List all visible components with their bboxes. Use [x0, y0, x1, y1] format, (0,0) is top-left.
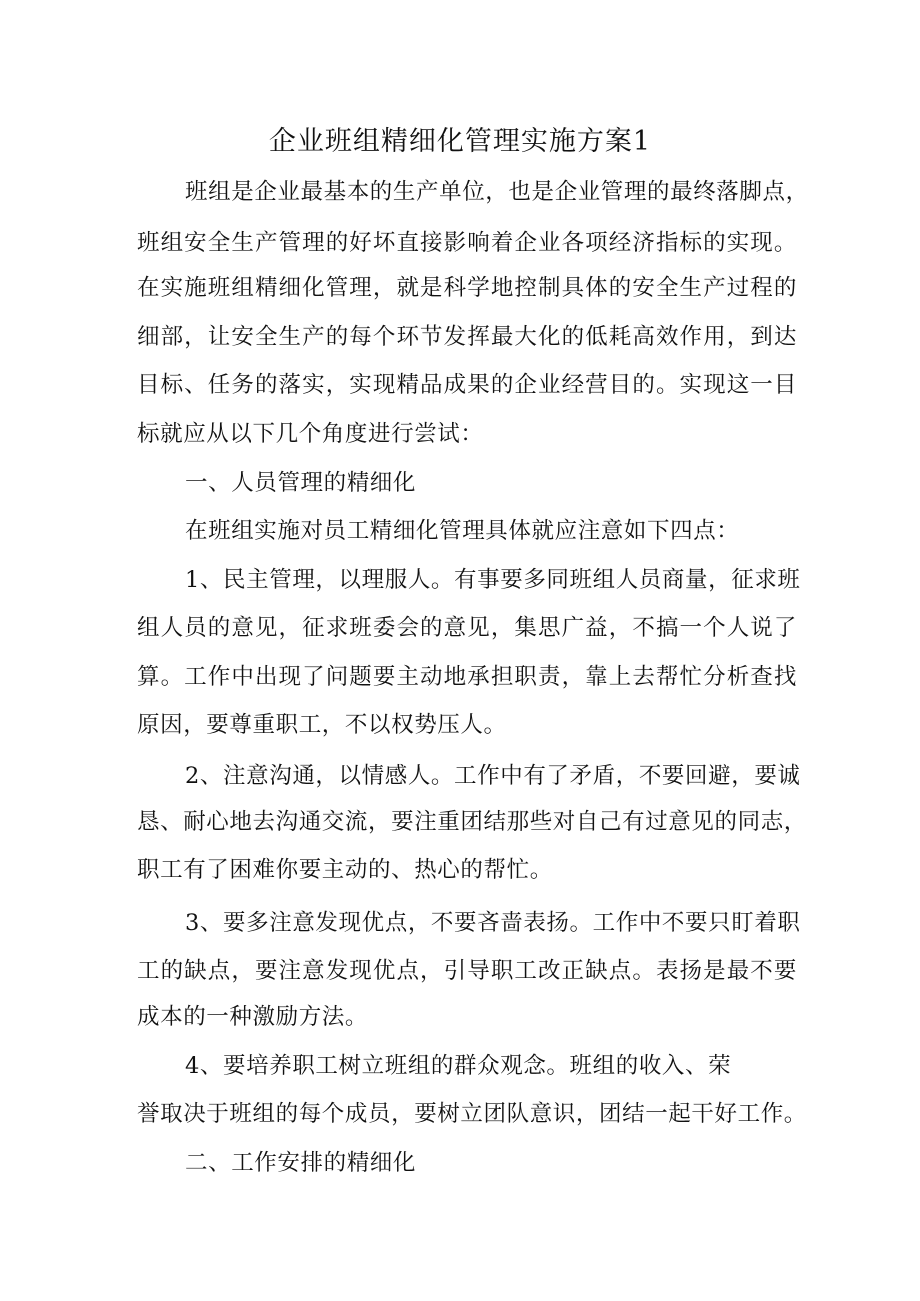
- paragraph-line: 在班组实施对员工精细化管理具体就应注意如下四点：: [185, 518, 740, 544]
- paragraph-line: 4、要培养职工树立班组的群众观念。班组的收入、荣: [185, 1053, 732, 1079]
- paragraph-line: 原因，要尊重职工，不以权势压人。: [137, 712, 507, 738]
- document-title: 企业班组精细化管理实施方案1: [268, 126, 652, 157]
- paragraph-line: 工的缺点，要注意发现优点，引导职工改正缺点。表扬是最不要: [137, 958, 797, 984]
- paragraph-line: 1、民主管理，以理服人。有事要多同班组人员商量，征求班: [185, 567, 801, 593]
- paragraph-line: 恳、耐心地去沟通交流，要注重团结那些对自己有过意见的同志，: [137, 809, 807, 835]
- paragraph-line: 目标、任务的落实，实现精品成果的企业经营目的。实现这一目: [137, 372, 797, 398]
- paragraph-line: 标就应从以下几个角度进行尝试：: [137, 421, 484, 447]
- paragraph-line: 在实施班组精细化管理，就是科学地控制具体的安全生产过程的: [137, 275, 797, 301]
- paragraph-line: 组人员的意见，征求班委会的意见，集思广益，不搞一个人说了: [137, 615, 797, 641]
- paragraph-line: 3、要多注意发现优点，不要吝啬表扬。工作中不要只盯着职: [185, 910, 801, 936]
- paragraph-line: 算。工作中出现了问题要主动地承担职责，靠上去帮忙分析查找: [137, 664, 797, 690]
- paragraph-line: 成本的一种激励方法。: [137, 1004, 369, 1030]
- paragraph-line: 职工有了困难你要主动的、热心的帮忙。: [137, 857, 553, 883]
- section-heading: 一、人员管理的精细化: [185, 470, 417, 496]
- paragraph-line: 2、注意沟通，以情感人。工作中有了矛盾，不要回避，要诚: [185, 763, 801, 789]
- paragraph-line: 班组安全生产管理的好坏直接影响着企业各项经济指标的实现。: [137, 230, 797, 256]
- paragraph-line: 誉取决于班组的每个成员，要树立团队意识，团结一起干好工作。: [137, 1101, 807, 1127]
- paragraph-line: 班组是企业最基本的生产单位，也是企业管理的最终落脚点，: [185, 179, 809, 205]
- paragraph-line: 细部，让安全生产的每个环节发挥最大化的低耗高效作用，到达: [137, 324, 797, 350]
- section-heading: 二、工作安排的精细化: [185, 1150, 417, 1176]
